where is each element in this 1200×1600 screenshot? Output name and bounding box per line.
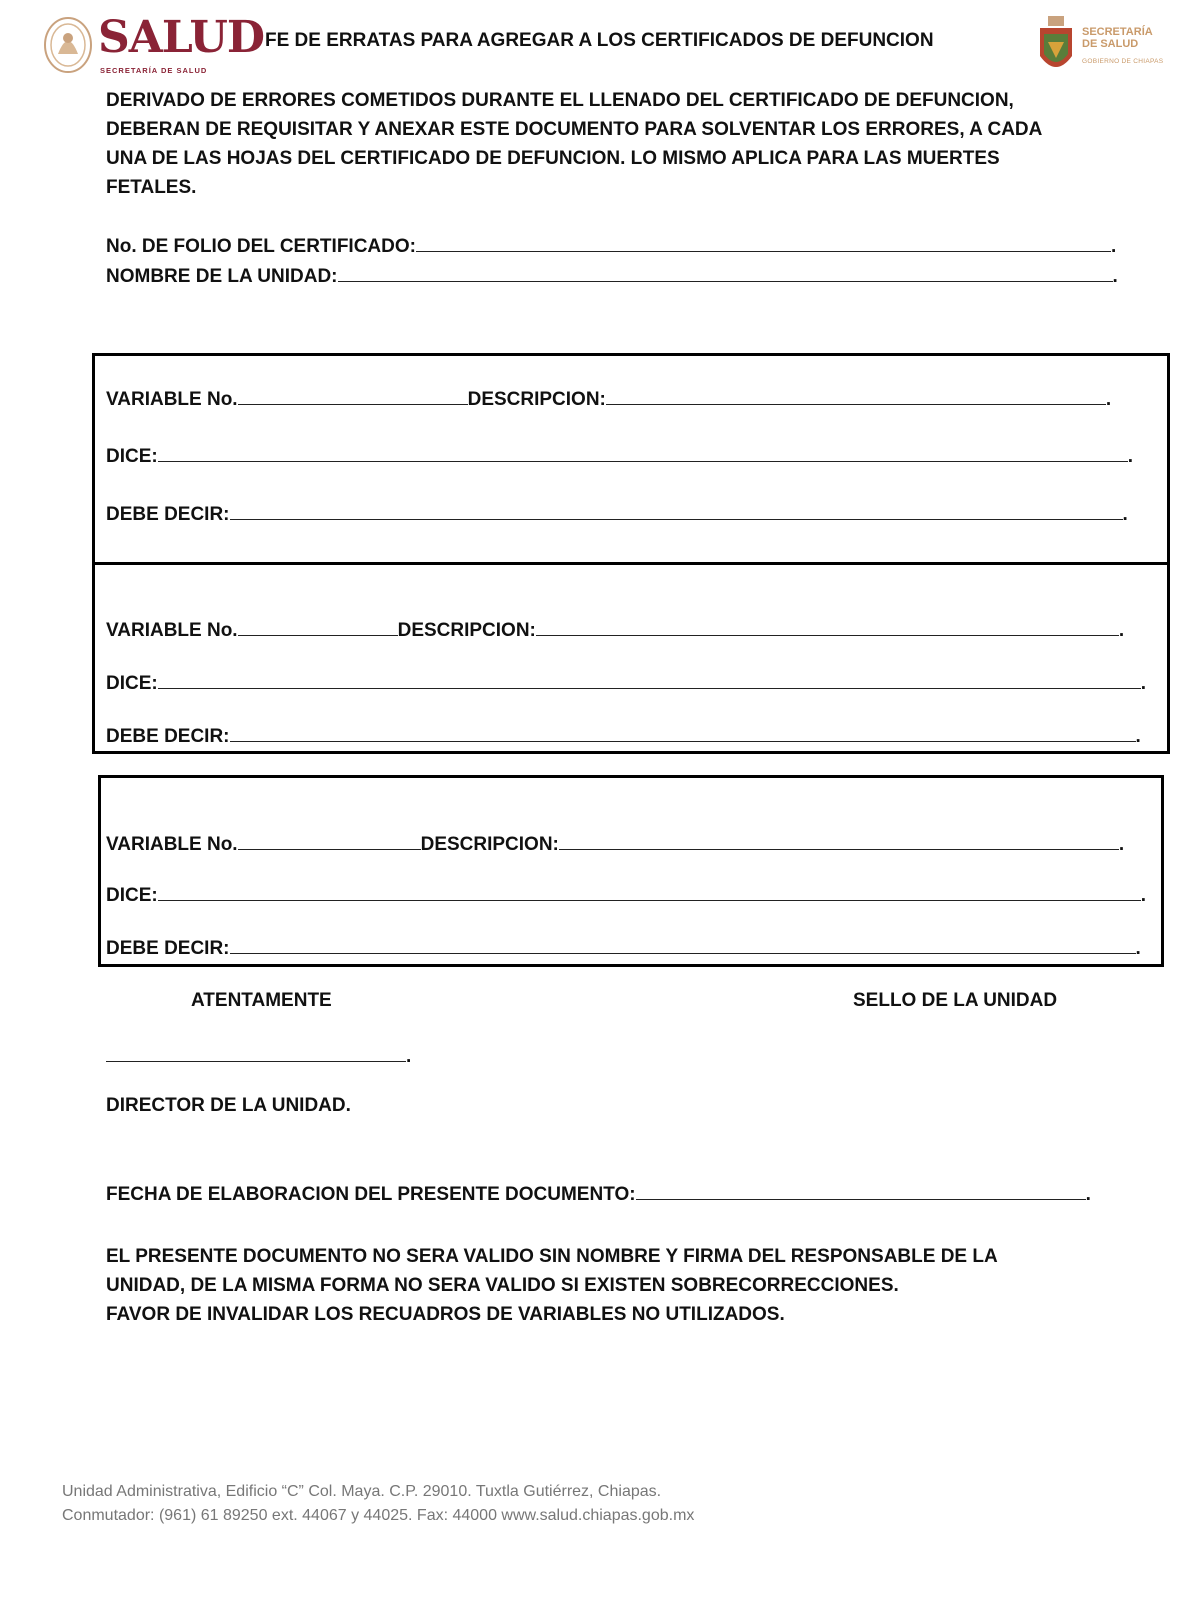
debe-decir-label: DEBE DECIR: bbox=[106, 726, 230, 747]
dice-input[interactable] bbox=[158, 884, 1141, 901]
dice-label: DICE: bbox=[106, 446, 158, 467]
debe-decir-input[interactable] bbox=[230, 503, 1123, 520]
note-line: UNIDAD, DE LA MISMA FORMA NO SERA VALIDO SI EXISTEN SOBRECORRECCIONES. bbox=[106, 1275, 899, 1296]
end-mark: . bbox=[1118, 620, 1125, 641]
folio-label: No. DE FOLIO DEL CERTIFICADO: bbox=[106, 236, 416, 257]
debe-decir-row bbox=[106, 503, 1128, 526]
end-mark: . bbox=[1135, 726, 1141, 747]
descripcion-input[interactable] bbox=[559, 833, 1119, 850]
logo-line1: SECRETARÍA bbox=[1082, 26, 1153, 38]
descripcion-input[interactable] bbox=[536, 619, 1119, 636]
dice-input[interactable] bbox=[158, 445, 1128, 462]
variable-row bbox=[106, 619, 1124, 642]
end-mark: . bbox=[1118, 834, 1125, 855]
debe-decir-input[interactable] bbox=[230, 725, 1136, 742]
variable-row bbox=[106, 388, 1111, 411]
variable-input[interactable] bbox=[238, 388, 468, 405]
atentamente-label: ATENTAMENTE bbox=[191, 990, 332, 1011]
salud-subtitle: SECRETARÍA DE SALUD bbox=[100, 66, 208, 75]
unidad-input[interactable] bbox=[338, 265, 1113, 282]
signature-row bbox=[106, 1045, 411, 1068]
end-mark: . bbox=[1085, 1184, 1091, 1205]
mexico-seal-icon bbox=[42, 14, 94, 76]
dice-row bbox=[106, 672, 1146, 695]
dice-label: DICE: bbox=[106, 885, 158, 906]
end-mark: . bbox=[406, 1046, 412, 1067]
folio-row bbox=[106, 235, 1116, 258]
variable-label: VARIABLE No. bbox=[106, 620, 238, 641]
debe-decir-label: DEBE DECIR: bbox=[106, 504, 230, 525]
end-mark: . bbox=[1105, 389, 1112, 410]
descripcion-label: DESCRIPCION: bbox=[420, 834, 559, 855]
intro-line: UNA DE LAS HOJAS DEL CERTIFICADO DE DEFUNCION. LO MISMO APLICA PARA LAS MUERTES bbox=[106, 148, 1000, 169]
descripcion-label: DESCRIPCION: bbox=[467, 389, 606, 410]
intro-paragraph bbox=[106, 86, 1158, 202]
unidad-row bbox=[106, 265, 1118, 288]
dice-row bbox=[106, 884, 1146, 907]
dice-label: DICE: bbox=[106, 673, 158, 694]
page-title: FE DE ERRATAS PARA AGREGAR A LOS CERTIFICADOS DE DEFUNCION bbox=[265, 30, 934, 51]
footer-address: Unidad Administrativa, Edificio “C” Col. Maya. C.P. 29010. Tuxtla Gutiérrez, Chiapas. bbox=[62, 1483, 662, 1500]
end-mark: . bbox=[1122, 504, 1128, 525]
chiapas-logo bbox=[1030, 12, 1180, 82]
notes bbox=[106, 1242, 998, 1329]
intro-line: DEBERAN DE REQUISITAR Y ANEXAR ESTE DOCUMENTO PARA SOLVENTAR LOS ERRORES, A CADA bbox=[106, 119, 1043, 140]
variable-input[interactable] bbox=[238, 833, 421, 850]
fecha-input[interactable] bbox=[636, 1183, 1086, 1200]
end-mark: . bbox=[1110, 236, 1117, 257]
variable-label: VARIABLE No. bbox=[106, 389, 238, 410]
note-line: FAVOR DE INVALIDAR LOS RECUADROS DE VARIABLES NO UTILIZADOS. bbox=[106, 1304, 785, 1325]
intro-line: FETALES. bbox=[106, 177, 197, 198]
debe-decir-label: DEBE DECIR: bbox=[106, 938, 230, 959]
debe-decir-input[interactable] bbox=[230, 937, 1136, 954]
sello-label: SELLO DE LA UNIDAD bbox=[853, 990, 1058, 1011]
fecha-label: FECHA DE ELABORACION DEL PRESENTE DOCUMENTO: bbox=[106, 1184, 636, 1205]
dice-input[interactable] bbox=[158, 672, 1141, 689]
salud-logo bbox=[38, 10, 264, 80]
unidad-label: NOMBRE DE LA UNIDAD: bbox=[106, 266, 338, 287]
folio-input[interactable] bbox=[416, 235, 1111, 252]
end-mark: . bbox=[1135, 938, 1141, 959]
variable-row bbox=[106, 833, 1124, 856]
end-mark: . bbox=[1140, 885, 1147, 906]
signature-input[interactable] bbox=[106, 1045, 406, 1062]
variable-label: VARIABLE No. bbox=[106, 834, 238, 855]
dice-row bbox=[106, 445, 1133, 468]
chiapas-shield-icon bbox=[1034, 12, 1078, 78]
end-mark: . bbox=[1112, 266, 1118, 287]
logo-line2: DE SALUD bbox=[1082, 38, 1139, 50]
descripcion-input[interactable] bbox=[606, 388, 1106, 405]
debe-decir-row bbox=[106, 937, 1141, 960]
footer-contact: Conmutador: (961) 61 89250 ext. 44067 y 44025. Fax: 44000 www.salud.chiapas.gob.mx bbox=[62, 1507, 695, 1524]
fecha-row bbox=[106, 1183, 1091, 1206]
salud-wordmark: SALUD bbox=[98, 12, 264, 63]
director-label: DIRECTOR DE LA UNIDAD. bbox=[106, 1095, 351, 1116]
variable-input[interactable] bbox=[238, 619, 398, 636]
secretaria-text bbox=[1082, 26, 1153, 50]
descripcion-label: DESCRIPCION: bbox=[397, 620, 536, 641]
end-mark: . bbox=[1127, 446, 1134, 467]
note-line: EL PRESENTE DOCUMENTO NO SERA VALIDO SIN NOMBRE Y FIRMA DEL RESPONSABLE DE LA bbox=[106, 1246, 998, 1267]
intro-line: DERIVADO DE ERRORES COMETIDOS DURANTE EL LLENADO DEL CERTIFICADO DE DEFUNCION, bbox=[106, 90, 1014, 111]
debe-decir-row bbox=[106, 725, 1141, 748]
gobierno-text: GOBIERNO DE CHIAPAS bbox=[1082, 58, 1164, 65]
end-mark: . bbox=[1140, 673, 1147, 694]
